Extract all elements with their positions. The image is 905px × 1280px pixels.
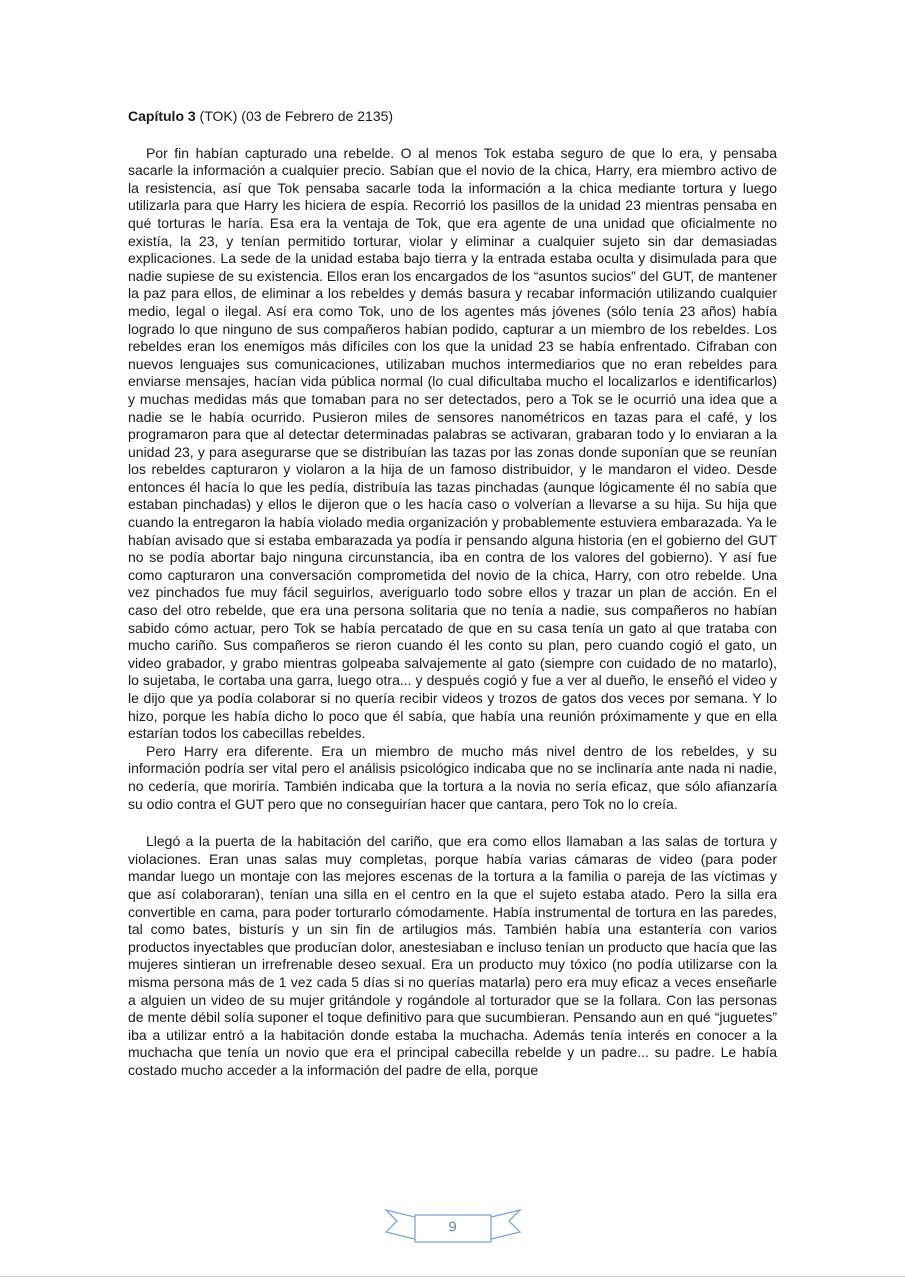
page-number-ribbon: [383, 1206, 523, 1246]
chapter-heading: [128, 108, 777, 126]
paragraph-3: Llegó a la puerta de la habitación del cariño, que era como ellos llamaban a las salas de tortura y violaciones. Eran unas salas muy completas, porque había varias cámaras de video (para poder mandar luego un montaje con las mejores escenas de la tortura a la familia o pareja de las víctimas y que así colaboraran), tenían una silla en el centro en la que el sujeto estaba atado. Pero la silla era convertible en cama, para poder torturarlo cómodamente. Había instrumental de tortura en las paredes, tal como bates, bisturís y un sin fin de artilugios más. También había una estantería con varios productos inyectables que producían dolor, anestesiaban e incluso tenían un producto que hacía que las mujeres sintieran un irrefrenable deseo sexual. Era un producto muy tóxico (no podía utilizarse con la misma persona más de 1 vez cada 5 días si no querías matarla) pero era muy eficaz a veces enseñarle a alguien un video de su mujer gritándole y rogándole al torturador que se la follara. Con las personas de mente débil solía suponer el toque definitivo para que sucumbieran. Pensando aun en qué “juguetes” iba a utilizar entró a la habitación donde estaba la muchacha. Además tenía interés en conocer a la muchacha que tenía un novio que era el principal cabecilla rebelde y un padre... su padre. Le había costado mucho acceder a la información del padre de ella, porque: [128, 833, 777, 1078]
paragraph-2: Pero Harry era diferente. Era un miembro de mucho más nivel dentro de los rebeldes, y su información podría ser vital pero el análisis psicológico indicaba que no se inclinaría ante nada ni nadie, no cedería, que moriría. También indicaba que la tortura a la novia no sería eficaz, que sólo afianzaría su odio contra el GUT pero que no conseguirían hacer que cantara, pero Tok no lo creía.: [128, 742, 777, 812]
page-bottom-edge: [0, 1276, 905, 1277]
chapter-number: Capítulo 3: [128, 108, 196, 124]
chapter-meta: (TOK) (03 de Febrero de 2135): [195, 108, 394, 124]
paragraph-1: Por fin habían capturado una rebelde. O al menos Tok estaba seguro de que lo era, y pensaba sacarle la información a cualquier precio. Sabían que el novio de la chica, Harry, era miembro activo de la resistencia, así que Tok pensaba sacarle toda la información a la chica mediante tortura y luego utilizarla para que Harry les hiciera de espía. Recorrió los pasillos de la unidad 23 mientras pensaba en qué torturas le haría. Esa era la ventaja de Tok, que era agente de una unidad que oficialmente no existía, la 23, y tenían permitido torturar, violar y eliminar a cualquier sujeto sin dar demasiadas explicaciones. La sede de la unidad estaba bajo tierra y la entrada estaba oculta y disimulada para que nadie supiese de su existencia. Ellos eran los encargados de los “asuntos sucios” del GUT, de mantener la paz para ellos, de eliminar a los rebeldes y demás basura y recabar información utilizando cualquier medio, legal o ilegal. Así era como Tok, uno de los agentes más jóvenes (sólo tenía 23 años) había logrado lo que ninguno de sus compañeros habían podido, capturar a un miembro de los rebeldes. Los rebeldes eran los enemigos más difíciles con los que la unidad 23 se había enfrentado. Cifraban con nuevos lenguajes sus comunicaciones, utilizaban muchos intermediarios que no eran rebeldes para enviarse mensajes, hacían vida pública normal (lo cual dificultaba mucho el localizarlos e identificarlos) y muchas medidas más que tomaban para no ser detectados, pero a Tok se le ocurrió una idea que a nadie se le había ocurrido. Pusieron miles de sensores nanométricos en tazas para el café, y los programaron para que al detectar determinadas palabras se activaran, grabaran todo y lo enviaran a la unidad 23, y para asegurarse que se distribuían las tazas por las zonas donde suponían que se reunían los rebeldes capturaron y violaron a la hija de un famoso distribuidor, y le mandaron el video. Desde entonces él hacía lo que les pedía, distribuía las tazas pinchadas (aunque lógicamente él no sabía que estaban pinchadas) y ellos le dijeron que o les hacía caso o volverían a llevarse a su hija. Su hija que cuando la entregaron la había violado media organización y probablemente estuviera embarazada. Ya le habían avisado que si estaba embarazada ya podía ir pensando alguna historia (en el gobierno del GUT no se podía abortar bajo ninguna circunstancia, iba en contra de los valores del gobierno). Y así fue como capturaron una conversación comprometida del novio de la chica, Harry, con otro rebelde. Una vez pinchados fue muy fácil seguirlos, averiguarlo todo sobre ellos y trazar un plan de acción. En el caso del otro rebelde, que era una persona solitaria que no tenía a nadie, sus compañeros no habían sabido cómo actuar, pero Tok se había percatado de que en su casa tenía un gato al que trataba con mucho cariño. Sus compañeros se rieron cuando él les conto su plan, pero cuando cogió el gato, un video grabador, y grabo mientras golpeaba salvajemente al gato (siempre con cuidado de no matarlo), lo sujetaba, le cortaba una garra, luego otra... y después cogió y fue a ver al dueño, le enseñó el video y le dijo que ya podía colaborar si no quería recibir videos y trozos de gatos dos veces por semana. Y lo hizo, porque les había dicho lo poco que él sabía, que había una reunión próximamente y que en ella estarían todos los cabecillas rebeldes.: [128, 144, 777, 742]
page-number: 9: [448, 1218, 457, 1236]
